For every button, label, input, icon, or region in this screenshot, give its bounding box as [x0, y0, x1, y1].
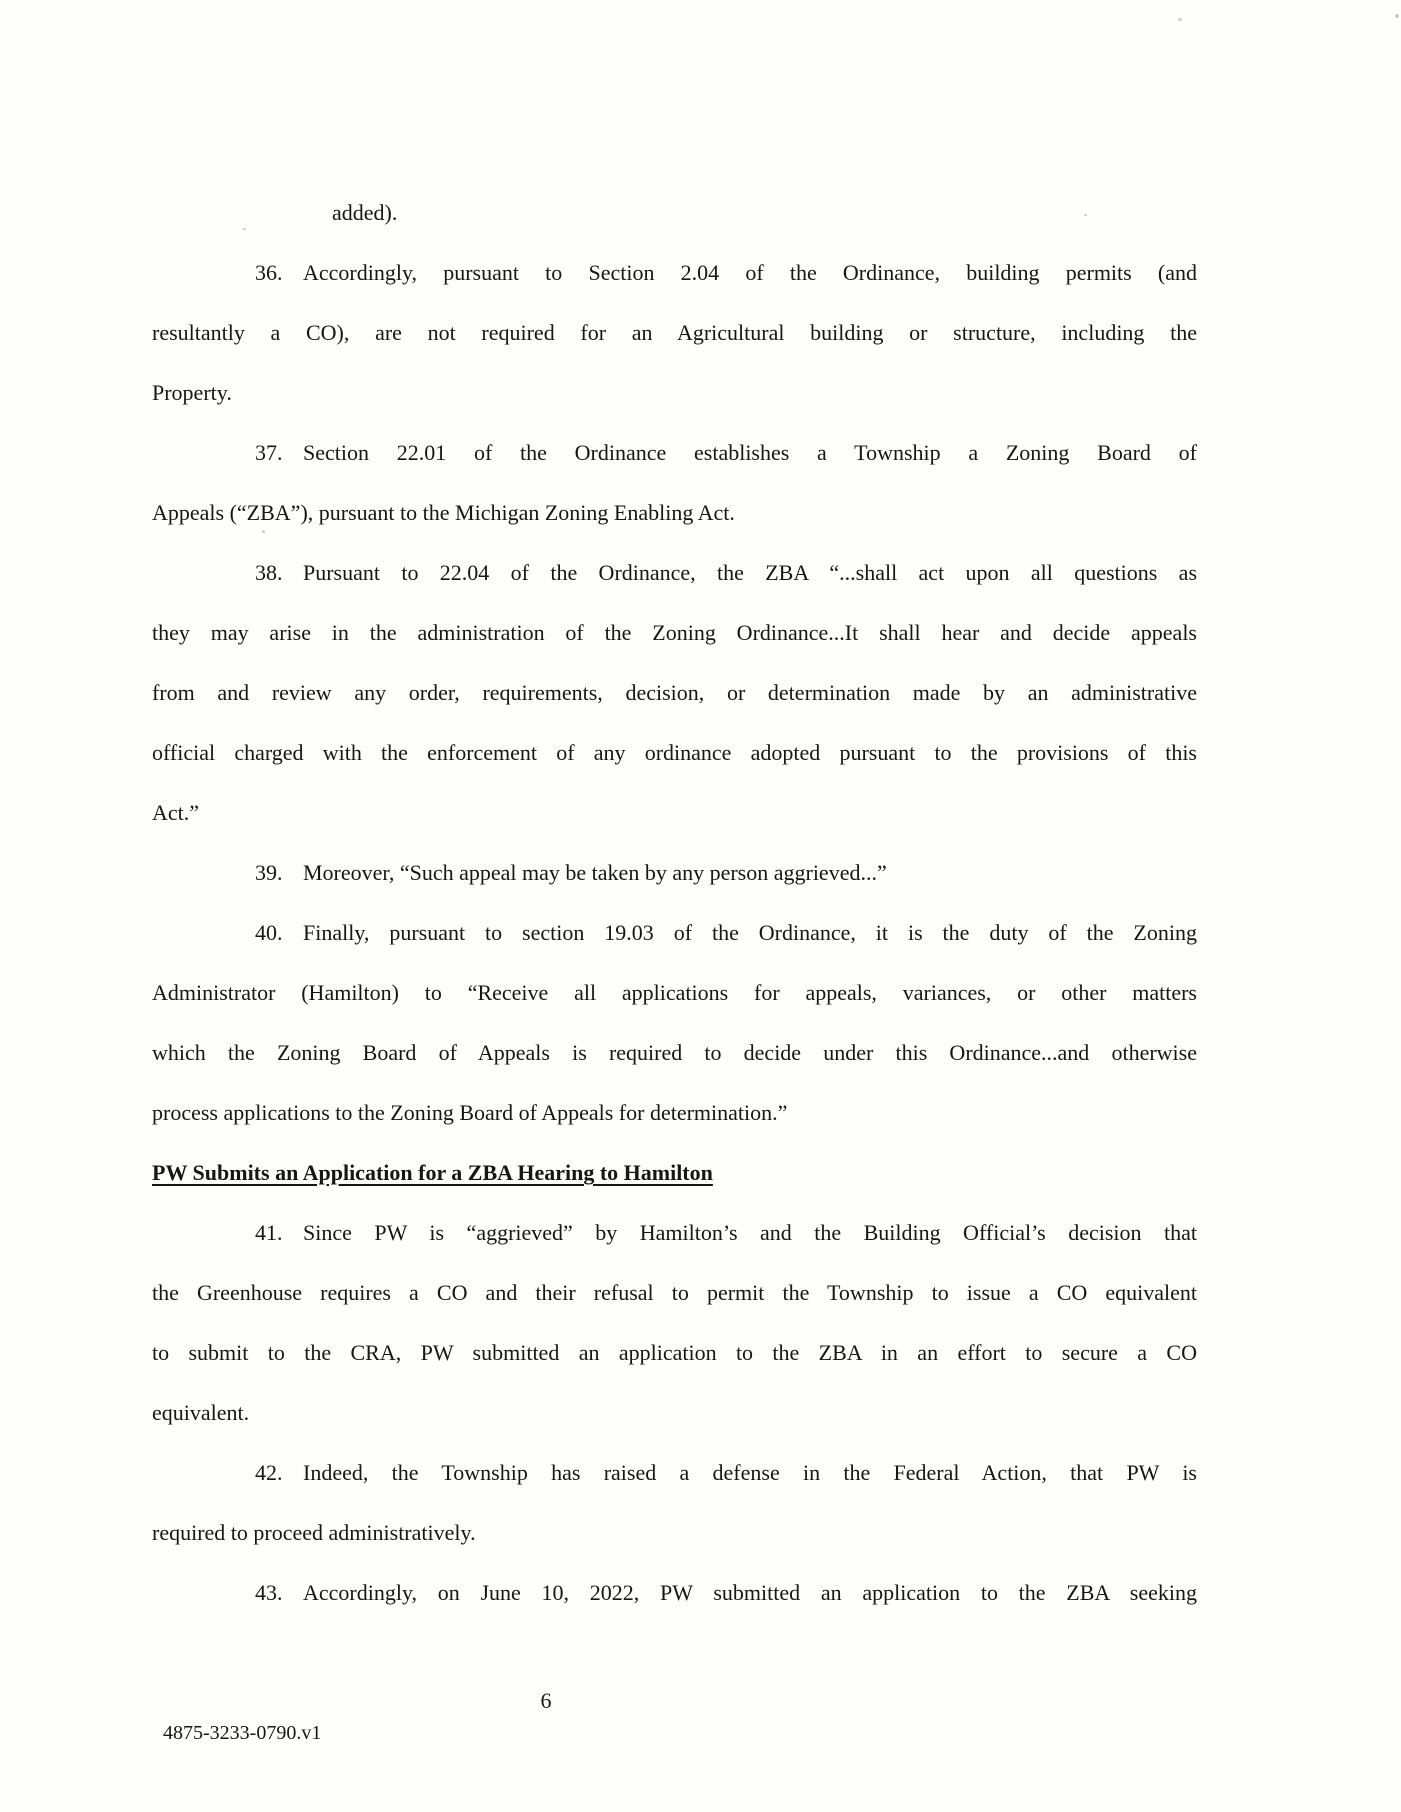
paragraph-number: 38.	[255, 560, 283, 585]
document-line: official charged with the enforcement of any ordinance adopted pursuant to the provisions of this	[152, 740, 1197, 765]
paragraph-text: Finally, pursuant to section 19.03 of the Ordinance, it is the duty of the Zoning	[303, 920, 1197, 945]
paragraph-text: Since PW is “aggrieved” by Hamilton’s and the Building Official’s decision that	[303, 1220, 1197, 1245]
document-line: from and review any order, requirements, decision, or determination made by an administrative	[152, 680, 1197, 705]
document-line: they may arise in the administration of the Zoning Ordinance...It shall hear and decide appeals	[152, 620, 1197, 645]
document-line	[152, 1443, 1197, 1503]
paragraph-text: Moreover, “Such appeal may be taken by any person aggrieved...”	[303, 860, 887, 885]
document-line: Property.	[152, 380, 232, 405]
document-line: added).	[332, 200, 398, 225]
document-control-number: 4875-3233-0790.v1	[163, 1722, 322, 1744]
document-line: equivalent.	[152, 1400, 250, 1425]
section-heading: PW Submits an Application for a ZBA Hearing to Hamilton	[152, 1160, 713, 1185]
scan-speck	[1395, 14, 1399, 18]
document-line: process applications to the Zoning Board of Appeals for determination.”	[152, 1100, 788, 1125]
document-line	[152, 1203, 1197, 1263]
document-line: required to proceed administratively.	[152, 1520, 476, 1545]
document-line	[152, 423, 1197, 483]
paragraph-number: 40.	[255, 920, 283, 945]
scan-speck	[1178, 18, 1182, 21]
document-line: Administrator (Hamilton) to “Receive all applications for appeals, variances, or other matters	[152, 980, 1197, 1005]
paragraph-number: 43.	[255, 1580, 283, 1605]
document-line	[152, 843, 1197, 903]
document-line	[152, 543, 1197, 603]
page-number: 6	[540, 1688, 552, 1713]
paragraph-text: Pursuant to 22.04 of the Ordinance, the ZBA “...shall act upon all questions as	[303, 560, 1197, 585]
paragraph-text: Accordingly, pursuant to Section 2.04 of the Ordinance, building permits (and	[303, 260, 1197, 285]
paragraph-text: Section 22.01 of the Ordinance establishes a Township a Zoning Board of	[303, 440, 1197, 465]
document-line: to submit to the CRA, PW submitted an application to the ZBA in an effort to secure a CO	[152, 1340, 1197, 1365]
document-body	[152, 183, 1197, 1623]
scan-speck	[262, 530, 265, 533]
document-line: which the Zoning Board of Appeals is required to decide under this Ordinance...and otherwise	[152, 1040, 1197, 1065]
scan-speck	[1084, 214, 1087, 216]
paragraph-number: 42.	[255, 1460, 283, 1485]
scan-speck	[243, 228, 246, 230]
document-line	[152, 903, 1197, 963]
paragraph-text: Indeed, the Township has raised a defense in the Federal Action, that PW is	[303, 1460, 1197, 1485]
paragraph-number: 37.	[255, 440, 283, 465]
document-line: Appeals (“ZBA”), pursuant to the Michigan Zoning Enabling Act.	[152, 500, 735, 525]
paragraph-number: 39.	[255, 860, 283, 885]
paragraph-number: 41.	[255, 1220, 283, 1245]
paragraph-number: 36.	[255, 260, 283, 285]
paragraph-text: Accordingly, on June 10, 2022, PW submitted an application to the ZBA seeking	[303, 1580, 1197, 1605]
document-line: Act.”	[152, 800, 200, 825]
document-line	[152, 1563, 1197, 1623]
document-line: the Greenhouse requires a CO and their refusal to permit the Township to issue a CO equivalent	[152, 1280, 1197, 1305]
document-line: resultantly a CO), are not required for an Agricultural building or structure, including the	[152, 320, 1197, 345]
document-line	[152, 243, 1197, 303]
